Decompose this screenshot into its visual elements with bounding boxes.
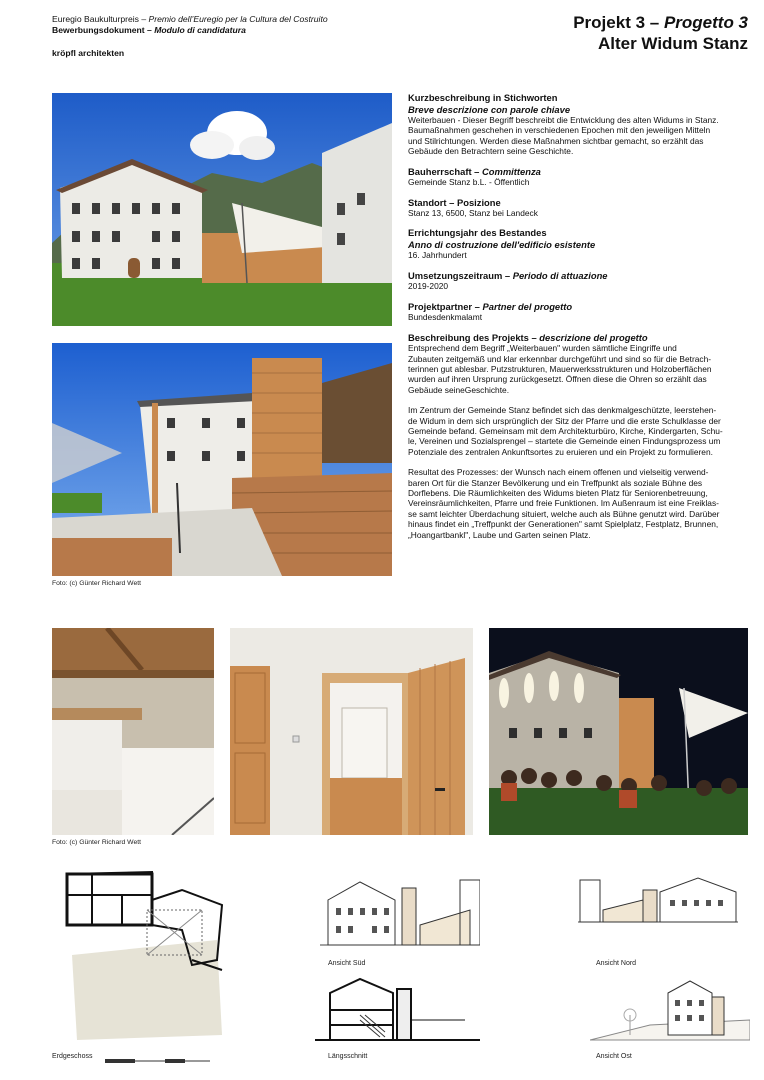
beschreibung-p1: Entsprechend dem Begriff „Weiterbauen" wurden sämtliche Eingriffe und Zubauten zeitgemäß und klar erkennbar durchgeführt und sind so für die Betrach- terinnen gut ablesbar. Putzstrukturen, Mauerwerksstrukturen und Holzoberflächen wurden auf ihren Ursprung zurückgesetzt. Öffnen diese die Ohren so erzählt das Gebäude seineGeschichte. (408, 343, 712, 395)
umsetzung-body: 2019-2020 (408, 281, 449, 292)
scale-bar (105, 1052, 210, 1070)
beschreibung-p3: Resultat des Prozesses: der Wunsch nach einem offenen und vielseitig verwend- baren Ort für die Stanzer Bevölkerung und ein Treffpunkt als soziale Bühne des Dorflebens. Die Räumlichkeiten des Widums bieten Platz für Seniorenbetreuung, Vereinsräumlichkeiten, Pfarre und freie Funktionen. Im Außenraum ist eine Freiklas- se samt leichter Überdachung situiert, welche auch als Bühne genutzt wird. Darüber hinaus findet ein „Treffpunkt der Generationen" samt Spielplatz, Festplatz, Brunnen, „Hoangartbankl", Laube und Garten seinen Platz. (408, 467, 720, 540)
errichtung-body: 16. Jahrhundert (408, 250, 467, 261)
label-east-elevation: Ansicht Ost (596, 1053, 632, 1060)
photo-interior-doors (230, 628, 473, 835)
longitudinal-section-drawing (315, 975, 480, 1050)
bauherr-title: Bauherrschaft – Committenza (408, 165, 541, 177)
floor-plan-drawing (52, 870, 227, 1050)
project-title: Projekt 3 – Progetto 3 Alter Widum Stanz (573, 13, 748, 53)
kurz-title-it: Breve descrizione con parole chiave (408, 103, 571, 115)
beschreibung-p2: Im Zentrum der Gemeinde Stanz befindet sich das denkmalgeschützte, leerstehen- de Widum in dem sich ursprünglich der Sitz der Pfarre und die erste Schulklasse der Gemeinde befand. Gemeinsam mit dem Architekturbüro, Kirche, Kindergarten, Schu- le, Vereinen und Sozialsprengel – startete die Gemeinde einen Findungsprozess um Potenziale des zentralen Ankunftsortes zu eruieren und ein Projekt zu formulieren. (408, 405, 723, 457)
office-name: kröpfl architekten (52, 48, 125, 58)
photo-interior-wall (52, 628, 214, 835)
photo-exterior-day (52, 93, 392, 326)
north-elevation-drawing (578, 870, 738, 955)
kurz-body: Weiterbauen - Dieser Begriff beschreibt die Entwicklung des alten Widums in Stanz. Baumaßnahmen geschehen in verschiedenen Epochen mit den jeweiligen Mitteln und Stilrichtungen. Werden diese Maßnahmen sichtbar gemacht, so erzählt das Gebäude den Betrachtern seine Geschichte. (408, 115, 719, 157)
label-south-elevation: Ansicht Süd (328, 960, 366, 967)
label-longitudinal-section: Längsschnitt (328, 1053, 368, 1060)
photo-exterior-courtyard (52, 343, 392, 576)
kurz-title: Kurzbeschreibung in Stichworten (408, 92, 558, 103)
south-elevation-drawing (320, 870, 480, 955)
standort-body: Stanz 13, 6500, Stanz bei Landeck (408, 208, 538, 219)
photo-credit-top: Foto: (c) Günter Richard Wett (52, 580, 142, 587)
standort-title: Standort – Posizione (408, 196, 501, 208)
header-line-1: Euregio Baukulturpreis – Premio dell’Euregio per la Cultura del Costruito (52, 14, 328, 24)
header-line-2: Bewerbungsdokument – Modulo di candidatura (52, 25, 246, 35)
label-floor-plan: Erdgeschoss (52, 1053, 93, 1060)
photo-credit-bottom: Foto: (c) Günter Richard Wett (52, 839, 142, 846)
label-north-elevation: Ansicht Nord (596, 960, 637, 967)
errichtung-title: Errichtungsjahr des Bestandes (408, 227, 547, 239)
photo-exterior-night (489, 628, 748, 835)
east-elevation-drawing (590, 975, 750, 1050)
errichtung-title-it: Anno di costruzione dell'edificio esistente (408, 238, 596, 250)
partner-body: Bundesdenkmalamt (408, 312, 483, 323)
beschreibung-title: Beschreibung des Projekts – descrizione del progetto (408, 331, 648, 343)
text-column (408, 92, 753, 540)
bauherr-body: Gemeinde Stanz b.L. - Öffentlich (408, 177, 530, 188)
partner-title: Projektpartner – Partner del progetto (408, 300, 573, 312)
umsetzung-title: Umsetzungszeitraum – Periodo di attuazione (408, 269, 608, 281)
